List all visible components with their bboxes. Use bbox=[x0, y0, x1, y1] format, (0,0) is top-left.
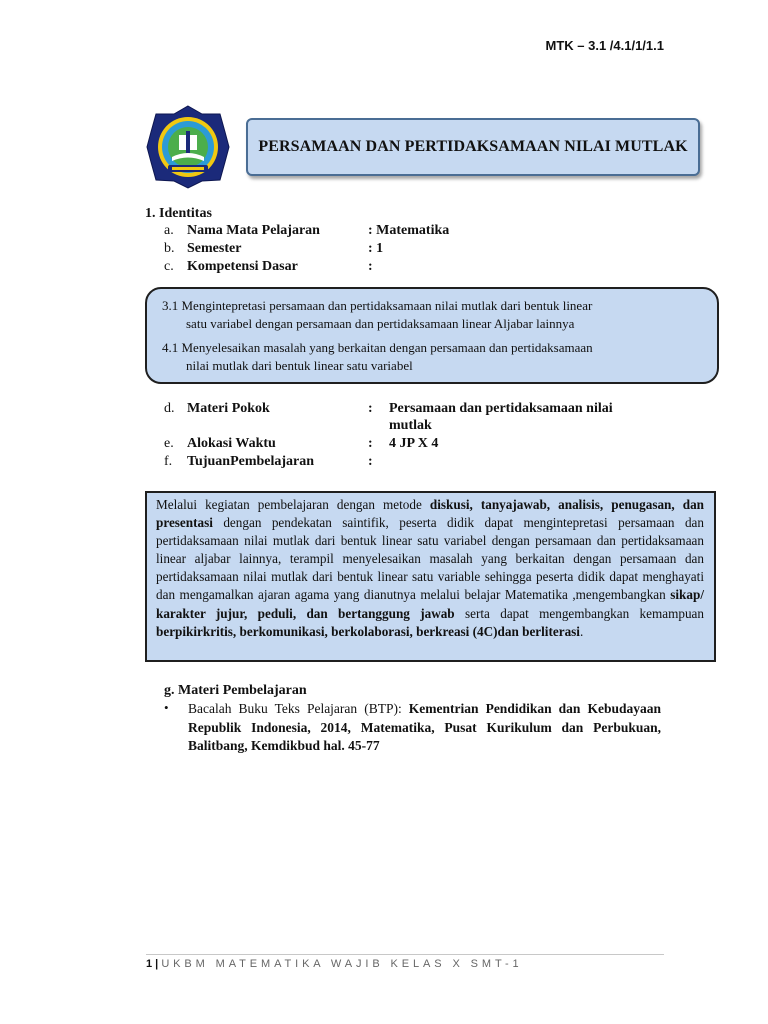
footer-separator: | bbox=[152, 958, 162, 970]
materi-source bbox=[188, 700, 661, 756]
row-value: 4 JP X 4 bbox=[389, 436, 439, 451]
tujuan-pembelajaran-box bbox=[145, 491, 716, 662]
kd-item-3-1 bbox=[162, 297, 705, 333]
identitas-row-b bbox=[164, 241, 564, 259]
tujuan-methods: diskusi, tanyajawab, analisis, penugasan, dan presentasi bbox=[156, 497, 705, 531]
materi-heading: g. Materi Pembelajaran bbox=[164, 683, 307, 698]
row-key: TujuanPembelajaran bbox=[187, 454, 315, 469]
row-value: Persamaan dan pertidaksamaan nilai bbox=[389, 401, 613, 416]
tujuan-text: dengan pendekatan saintifik, peserta didik dapat mengintepretasi persamaan dan pertidaksamaan nilai mutlak dari bentuk linear satu variabel dengan persamaan dan pertidaksamaan linear aljabar lainnya, terampil menyelesaikan masalah yang berkaitan dengan persamaan dan pertidaksamaan nilai mutlak dari bentuk linear satu variable sehingga peserta didik dapat menghayati dan mengamalkan ajaran agama yang dianutnya melalui belajar Matematika ,mengembangkan bbox=[156, 515, 704, 603]
row-value: : Matematika bbox=[368, 223, 450, 238]
row-value: : 1 bbox=[368, 241, 384, 256]
document-code: MTK – 3.1 /4.1/1/1.1 bbox=[545, 38, 664, 53]
row-letter: a. bbox=[164, 223, 174, 238]
bullet-icon: • bbox=[164, 700, 169, 715]
row-key: Semester bbox=[187, 241, 242, 256]
identitas-row-a bbox=[164, 223, 564, 241]
row-key: Materi Pokok bbox=[187, 401, 270, 416]
kd-line: nilai mutlak dari bentuk linear satu variabel bbox=[186, 358, 413, 373]
kd-line: satu variabel dengan persamaan dan pertidaksamaan linear Aljabar lainnya bbox=[186, 316, 575, 331]
page-number: 1 bbox=[146, 958, 153, 970]
row-letter: d. bbox=[164, 401, 175, 416]
row-value-cont: mutlak bbox=[389, 418, 432, 433]
materi-prefix: Bacalah Buku Teks Pelajaran (BTP): bbox=[188, 701, 409, 716]
row-letter: f. bbox=[164, 454, 173, 469]
kd-item-4-1 bbox=[162, 339, 705, 375]
row-letter: e. bbox=[164, 436, 174, 451]
tujuan-character: sikap/ karakter jujur, peduli, dan bertanggung jawab bbox=[156, 587, 704, 621]
row-value: : bbox=[368, 259, 373, 274]
row-letter: c. bbox=[164, 259, 174, 274]
row-colon: : bbox=[368, 454, 373, 469]
identitas-row-c bbox=[164, 259, 564, 277]
row-key: Alokasi Waktu bbox=[187, 436, 276, 451]
detail-row-d bbox=[164, 401, 684, 437]
kd-line: 4.1 Menyelesaikan masalah yang berkaitan dengan persamaan dan pertidaksamaan bbox=[162, 340, 593, 355]
tujuan-text: serta dapat mengembangkan kemampuan bbox=[454, 605, 704, 621]
document-title: PERSAMAAN DAN PERTIDAKSAMAAN NILAI MUTLAK bbox=[246, 118, 700, 176]
row-colon: : bbox=[368, 401, 373, 416]
row-letter: b. bbox=[164, 241, 175, 256]
footer-divider bbox=[146, 954, 664, 955]
page-footer bbox=[146, 958, 523, 970]
row-key: Kompetensi Dasar bbox=[187, 259, 298, 274]
row-key: Nama Mata Pelajaran bbox=[187, 223, 320, 238]
detail-row-e bbox=[164, 436, 684, 454]
identitas-heading: 1. Identitas bbox=[145, 206, 212, 221]
school-logo bbox=[146, 105, 230, 189]
kompetensi-dasar-box bbox=[145, 287, 719, 384]
tujuan-skills: berpikirkritis, berkomunikasi, berkolaborasi, berkreasi (4C)dan berliterasi bbox=[156, 623, 580, 639]
detail-row-f bbox=[164, 454, 684, 472]
footer-text: UKBM MATEMATIKA WAJIB KELAS X SMT-1 bbox=[161, 958, 523, 970]
tujuan-text: . bbox=[579, 623, 584, 639]
tujuan-text: Melalui kegiatan pembelajaran dengan metode bbox=[156, 497, 430, 512]
materi-reference: Kementrian Pendidikan dan Kebudayaan Republik Indonesia, 2014, Matematika, Pusat Kurikulum dan Perbukuan, Balitbang, Kemdikbud hal. 45-77 bbox=[188, 701, 661, 753]
kd-line: 3.1 Mengintepretasi persamaan dan pertidaksamaan nilai mutlak dari bentuk linear bbox=[162, 298, 593, 313]
row-colon: : bbox=[368, 436, 373, 451]
